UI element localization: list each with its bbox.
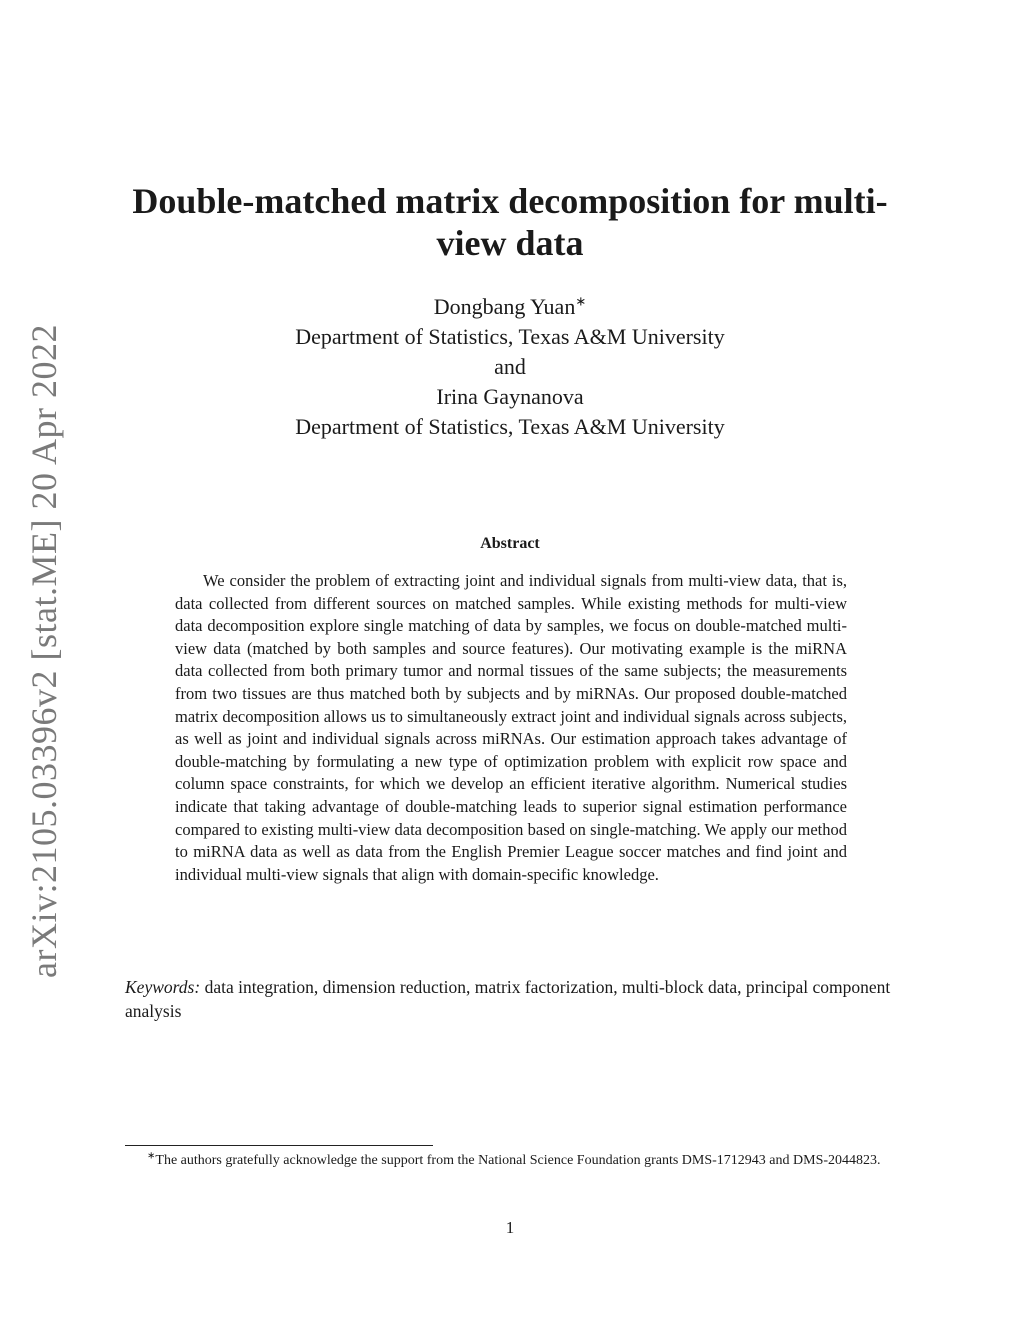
author-2-name: Irina Gaynanova — [436, 384, 584, 409]
author-1-footnote-mark: ∗ — [575, 293, 587, 309]
abstract-body: We consider the problem of extracting joint and individual signals from multi-view data, that is, data collected from different sources on matched samples. While existing methods for multi-view data decomposition explore single matching of data by samples, we focus on double-matched multi-view data (matched by both samples and source features). Our motivating example is the miRNA data collected from both primary tumor and normal tissues of the same subjects; the measurements from two tissues are thus matched both by subjects and by miRNAs. Our proposed double-matched matrix decomposition allows us to simultaneously extract joint and individual signals across subjects, as well as joint and individual signals across miRNAs. Our estimation approach takes advantage of double-matching by formulating a new type of optimization problem with explicit row space and column space constraints, for which we develop an efficient iterative algorithm. Numerical studies indicate that taking advantage of double-matching leads to superior signal estimation performance compared to existing multi-view data decomposition based on single-matching. We apply our method to miRNA data as well as data from the English Premier League soccer matches and find joint and individual multi-view signals that align with domain-specific knowledge. — [175, 571, 847, 884]
author-conjunction: and — [494, 354, 526, 379]
footnote — [125, 1151, 897, 1171]
arxiv-identifier-text: arXiv:2105.03396v2 [stat.ME] 20 Apr 2022 — [24, 324, 64, 978]
footnote-text: The authors gratefully acknowledge the support from the National Science Foundation grants DMS-1712943 and DMS-2044823. — [155, 1153, 881, 1168]
author-1 — [180, 292, 840, 322]
page-number: 1 — [505, 1218, 515, 1237]
keywords-text: data integration, dimension reduction, matrix factorization, multi-block data, principal component analysis — [125, 977, 891, 1021]
paper-title: Double-matched matrix decomposition for multi-view data — [132, 181, 888, 263]
author-1-affiliation: Department of Statistics, Texas A&M University — [295, 324, 725, 349]
arxiv-identifier-stamp — [16, 324, 72, 978]
abstract-heading: Abstract — [480, 535, 540, 552]
keywords-label: Keywords: — [125, 977, 201, 997]
author-1-name: Dongbang Yuan — [433, 294, 576, 319]
keywords-line — [125, 975, 897, 1023]
author-2-affiliation: Department of Statistics, Texas A&M University — [295, 414, 725, 439]
footnote-mark: ∗ — [147, 1150, 156, 1162]
footnote-divider — [125, 1145, 433, 1146]
author-block — [180, 292, 840, 442]
